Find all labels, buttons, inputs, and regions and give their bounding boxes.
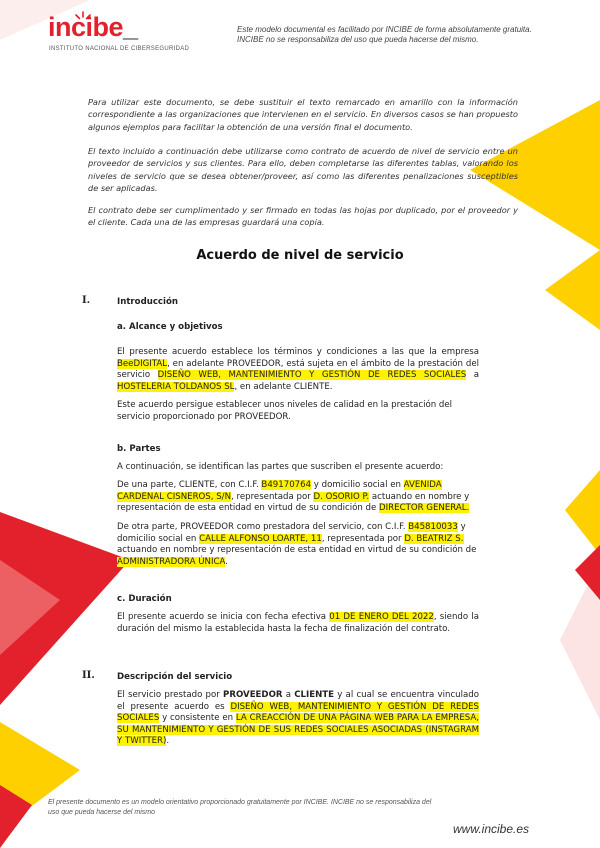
client-address-field: AVENIDA CARDENAL CISNEROS, S/N xyxy=(117,480,442,502)
duracion-paragraph: El presente acuerdo se inicia con fecha efectiva 01 DE ENERO DEL 2022, siendo la duración del mismo la establecida hasta la fecha de finalización del contrato. xyxy=(117,612,479,634)
client-role-field: DIRECTOR GENERAL. xyxy=(379,503,470,514)
provider-address-field: CALLE ALFONSO LOARTE, 11 xyxy=(199,533,322,544)
client-cif-field: B49170764 xyxy=(261,480,312,490)
partes-paragraph-client: De una parte, CLIENTE, con C.I.F. B49170764 y domicilio social en AVENIDA CARDENAL CISNEROS, S/N, representada por D. OSORIO P. actuando en nombre y representación de esta entidad en virtud de su condición de DIRECTOR GENERAL. xyxy=(117,480,470,514)
right-yellow-small-triangle xyxy=(565,470,600,555)
provider-cif-field: B45810033 xyxy=(408,522,458,532)
intro-paragraph-2: El texto incluido a continuación debe utilizarse como contrato de acuerdo de nivel de servicio entre un proveedor de servicios y sus clientes. Para ello, deben completarse las diferentes tablas, valorando los niveles de servicio que se desea obtener/proveer, así como las diferentes penalizaciones susceptibles de ser aplicadas. xyxy=(88,146,518,193)
intro-paragraph-3: El contrato debe ser cumplimentado y ser firmado en todas las hojas por duplicado, por el proveedor y el cliente. Cada una de las empresas guardará una copia. xyxy=(88,205,518,228)
footer-disclaimer: El presente documento es un modelo orientativo proporcionado gratuitamente por INCIBE. INCIBE no se responsabiliza del uso que pueda hacerse del mismo xyxy=(48,799,432,816)
section-1-numeral: I. xyxy=(82,295,91,306)
logo-main-text: incibe xyxy=(48,12,124,42)
alcance-paragraph-1: El presente acuerdo establece los términos y condiciones a las que la empresa BeeDIGITAL, en adelante PROVEEDOR, está sujeta en el ámbito de la prestación del servicio DISEÑO WEB, MANTENIMIENTO Y GESTIÓN DE REDES SOCIALES a HOSTELERIA TOLDANOS SL, en adelante CLIENTE. xyxy=(117,347,479,392)
document-title: Acuerdo de nivel de servicio xyxy=(196,248,404,263)
service-name-field: DISEÑO WEB, MANTENIMIENTO Y GESTIÓN DE REDES SOCIALES xyxy=(157,370,467,381)
header-disclaimer: Este modelo documental es facilitado por INCIBE de forma absolutamente gratuita. INCIBE no se responsabiliza del uso que pueda hacerse del mismo. xyxy=(237,25,532,44)
start-date-field: 01 DE ENERO DEL 2022 xyxy=(329,612,434,622)
intro-paragraph-1: Para utilizar este documento, se debe sustituir el texto remarcado en amarillo con la información correspondiente a las organizaciones que intervienen en el servicio. En diversos casos se han propuesto algunos ejemplos para facilitar la obtención de una versión final el documento. xyxy=(88,97,518,132)
partes-paragraph-1: A continuación, se identifican las partes que suscriben el presente acuerdo: xyxy=(117,462,444,472)
section-2-numeral: II. xyxy=(82,670,95,681)
logo-subtitle: INSTITUTO NACIONAL DE CIBERSEGURIDAD xyxy=(49,46,190,52)
provider-representative-field: D. BEATRIZ S. xyxy=(404,533,464,544)
bottom-right-red-shape xyxy=(560,560,600,720)
duracion-heading: c. Duración xyxy=(117,594,172,604)
service-description-paragraph: El servicio prestado por PROVEEDOR a CLIENTE y al cual se encuentra vinculado el presente acuerdo es DISEÑO WEB, MANTENIMIENTO Y GESTIÓN DE REDES SOCIALES y consistente en LA CREACCIÓN DE UNA PÁGINA WEB PARA LA EMPRESA, SU MANTENIMIENTO Y GESTIÓN DE SUS REDES SOCIALES ASOCIADAS (INSTAGRAM Y TWITTER). xyxy=(117,690,480,747)
service-description-field: LA CREACCIÓN DE UNA PÁGINA WEB PARA LA EMPRESA, SU MANTENIMIENTO Y GESTIÓN DE SUS REDES SOCIALES ASOCIADAS (INSTAGRAM Y TWITTER) xyxy=(117,713,480,747)
partes-paragraph-provider: De otra parte, PROVEEDOR como prestadora del servicio, con C.I.F. B45810033 y domicilio social en CALLE ALFONSO LOARTE, 11, representada por D. BEATRIZ S. actuando en nombre y representación de esta entidad en virtud de su condición de ADMINISTRADORA ÚNICA. xyxy=(117,522,477,567)
footer-website-link[interactable]: www.incibe.es xyxy=(453,822,530,836)
client-name-field: HOSTELERIA TOLDANOS SL xyxy=(117,381,235,392)
company-name-field: BeeDIGITAL xyxy=(117,358,168,369)
logo-wordmark xyxy=(48,12,138,43)
client-representative-field: D. OSORIO P. xyxy=(313,491,370,502)
partes-heading: b. Partes xyxy=(117,444,161,454)
logo-suffix-text: _ xyxy=(123,12,138,42)
alcance-heading: a. Alcance y objetivos xyxy=(117,322,223,332)
section-1-title: Introducción xyxy=(117,297,178,307)
alcance-paragraph-2: Este acuerdo persigue establecer unos niveles de calidad en la prestación del servicio proporcionado por PROVEEDOR. xyxy=(117,400,453,422)
service-name-field-2: DISEÑO WEB, MANTENIMIENTO Y GESTIÓN DE REDES SOCIALES xyxy=(117,701,479,724)
section-2-title: Descripción del servicio xyxy=(117,672,233,682)
provider-role-field: ADMINISTRADORA ÚNICA xyxy=(117,556,226,567)
